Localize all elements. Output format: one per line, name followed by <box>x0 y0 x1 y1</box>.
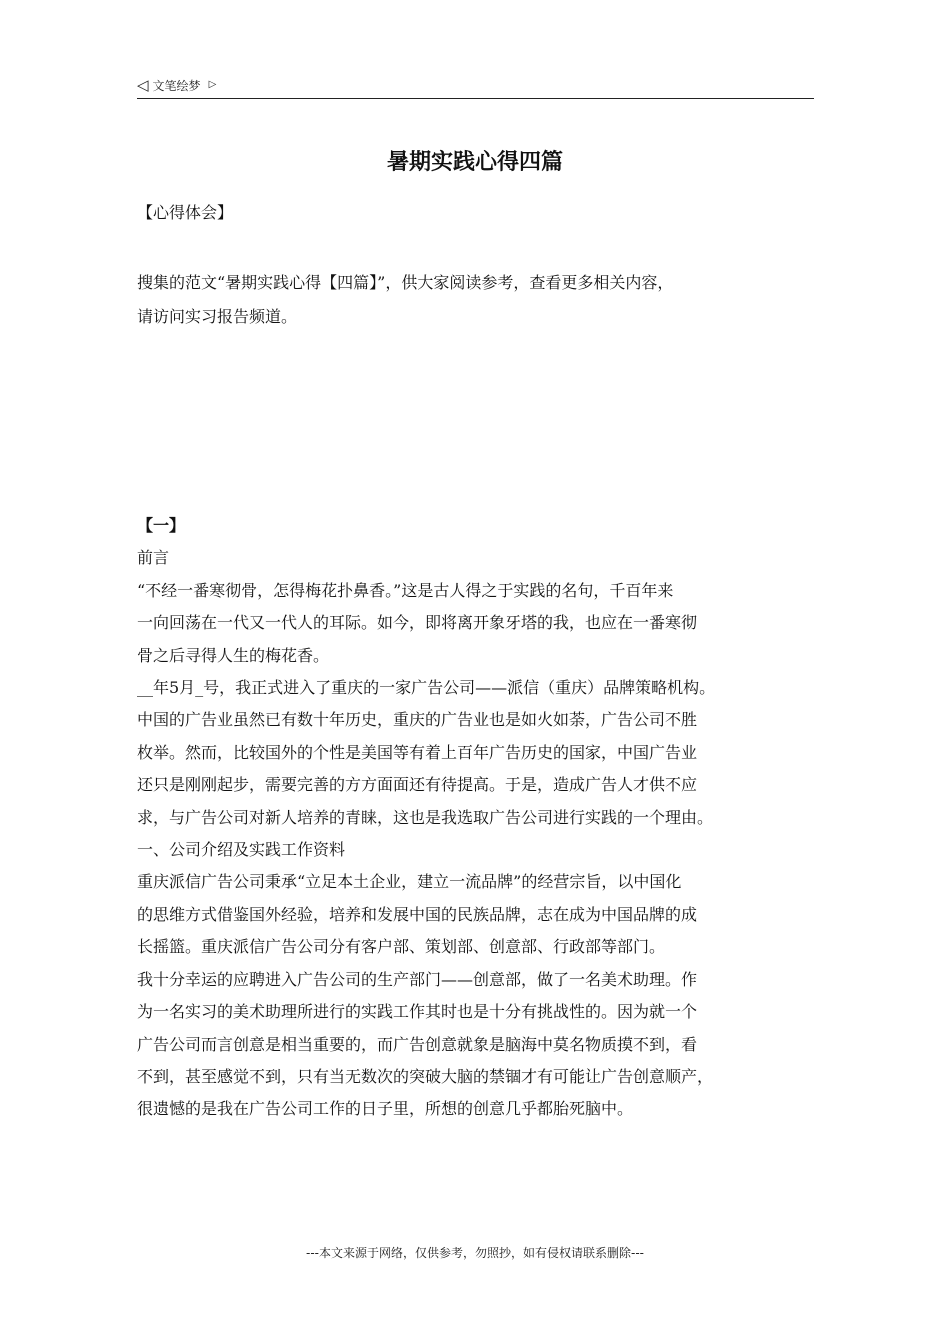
header-text: 文笔绘梦 <box>152 79 201 93</box>
body-line: “不经一番寒彻骨，怎得梅花扑鼻香。”这是古人得之于实践的名句，千百年来 <box>137 580 674 600</box>
body-line: 枚举。然而，比较国外的个性是美国等有着上百年广告历史的国家，中国广告业 <box>137 742 698 762</box>
body-line: 一向回荡在一代又一代人的耳际。如今，即将离开象牙塔的我，也应在一番寒彻 <box>137 613 698 633</box>
body-line: 广告公司而言创意是相当重要的，而广告创意就象是脑海中莫名物质摸不到，看 <box>137 1034 698 1054</box>
section-marker: 【一】 <box>137 516 186 535</box>
intro-paragraph <box>137 266 827 334</box>
intro-line: 搜集的范文“暑期实践心得【四篇】”，供大家阅读参考，查看更多相关内容， <box>137 273 674 292</box>
body-line: 很遗憾的是我在广告公司工作的日子里，所想的创意几乎都胎死脑中。 <box>137 1099 634 1119</box>
intro-line: 请访问实习报告频道。 <box>137 307 298 326</box>
triangle-right-icon: ▷ <box>208 79 217 90</box>
body-line: 一、公司介绍及实践工作资料 <box>137 840 346 860</box>
page-header <box>137 74 814 99</box>
body-line: 骨之后寻得人生的梅花香。 <box>137 645 330 665</box>
body-line: 的思维方式借鉴国外经验，培养和发展中国的民族品牌，志在成为中国品牌的成 <box>137 904 698 924</box>
category-tag: 【心得体会】 <box>137 203 234 222</box>
body-content <box>137 510 837 1126</box>
document-title: 暑期实践心得四篇 <box>386 149 563 175</box>
triangle-left-icon: ◁ <box>137 76 149 94</box>
body-line: __年5月_号，我正式进入了重庆的一家广告公司——派信（重庆）品牌策略机构。 <box>137 678 716 698</box>
page-footer: ---本文来源于网络，仅供参考，勿照抄，如有侵权请联系删除--- <box>306 1246 644 1260</box>
body-line: 前言 <box>137 548 170 568</box>
body-line: 重庆派信广告公司秉承“立足本土企业，建立一流品牌”的经营宗旨，以中国化 <box>137 872 682 892</box>
body-line: 长摇篮。重庆派信广告公司分有客户部、策划部、创意部、行政部等部门。 <box>137 937 666 957</box>
body-line: 不到，甚至感觉不到，只有当无数次的突破大脑的禁锢才有可能让广告创意顺产， <box>137 1066 714 1086</box>
body-line: 中国的广告业虽然已有数十年历史，重庆的广告业也是如火如荼，广告公司不胜 <box>137 710 698 730</box>
body-line: 为一名实习的美术助理所进行的实践工作其时也是十分有挑战性的。因为就一个 <box>137 1002 698 1022</box>
body-line: 我十分幸运的应聘进入广告公司的生产部门——创意部，做了一名美术助理。作 <box>137 969 698 989</box>
body-line: 求，与广告公司对新人培养的青睐，这也是我选取广告公司进行实践的一个理由。 <box>137 807 714 827</box>
body-line: 还只是刚刚起步，需要完善的方方面面还有待提高。于是，造成广告人才供不应 <box>137 775 698 795</box>
